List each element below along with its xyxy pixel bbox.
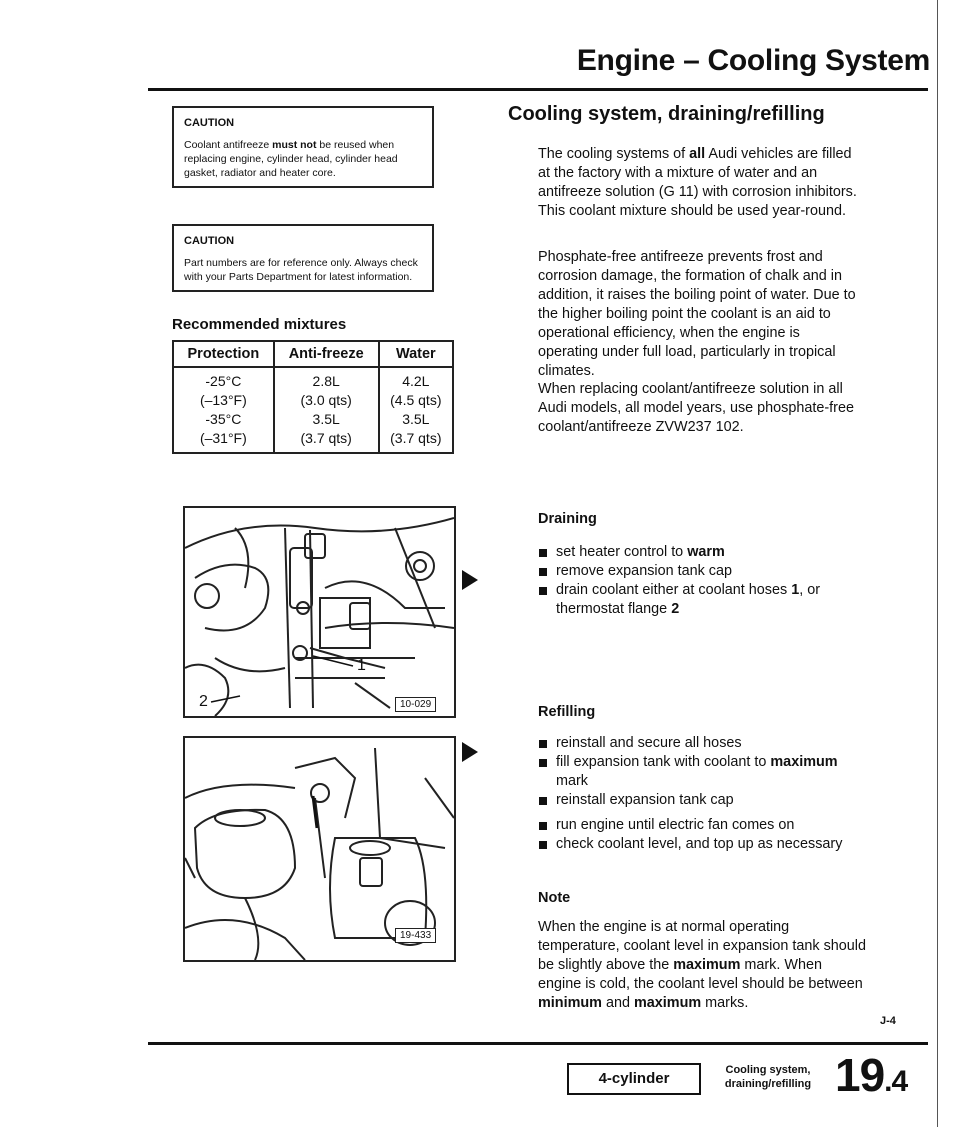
paragraph-replacement: When replacing coolant/antifreeze solution in all Audi models, all model years, use phosphate-free coolant/antifreeze ZVW237 102. — [538, 381, 854, 435]
mixtures-title: Recommended mixtures — [172, 316, 347, 333]
list-item: reinstall expansion tank cap — [538, 791, 868, 810]
tank-illustration — [185, 738, 454, 960]
pointer-arrow-icon — [462, 742, 478, 762]
expansion-tank-drawing — [183, 736, 456, 962]
list-item: check coolant level, and top up as necessary — [538, 835, 868, 854]
page-reference: J-4 — [880, 1015, 896, 1027]
figure-label: 10-029 — [395, 697, 436, 712]
pointer-arrow-icon — [462, 570, 478, 590]
section-number: 19.4 — [835, 1049, 908, 1101]
list-item: remove expansion tank cap — [538, 562, 868, 581]
col-antifreeze: Anti-freeze — [274, 341, 379, 367]
draining-steps — [538, 543, 868, 619]
water-cell: 4.2L (4.5 qts) 3.5L (3.7 qts) — [379, 367, 453, 453]
page-title: Engine – Cooling System — [576, 44, 930, 77]
caution-text: Coolant antifreeze must not be reused when replacing engine, cylinder head, cylinder head gasket, radiator and heater core. — [184, 139, 398, 179]
caution-box-antifreeze — [172, 106, 434, 188]
mixtures-table — [172, 340, 454, 454]
footer-rule — [148, 1042, 928, 1045]
refilling-steps — [538, 734, 868, 810]
run-engine-steps — [538, 816, 868, 854]
note-text: When the engine is at normal operating temperature, coolant level in expansion tank should be slightly above the maximum mark. When engine is cold, the coolant level should be between minimum and maximum marks. — [538, 919, 866, 1011]
footer-subtitle: Cooling system, draining/refilling — [724, 1064, 812, 1090]
callout-1: 1 — [357, 657, 366, 674]
paragraph-phosphate: Phosphate-free antifreeze prevents frost and corrosion damage, the formation of chalk and in addition, it raises the boiling point of water. Due to the higher boiling point the coolant is an aid to operational efficiency, when the engine is operating under full load, particularly in tropical climates. — [538, 249, 856, 379]
engine-illustration — [185, 508, 454, 716]
header-rule — [148, 88, 928, 91]
caution-heading: CAUTION — [184, 117, 235, 129]
col-water: Water — [379, 341, 453, 367]
engine-drawing-hoses — [183, 506, 456, 718]
protection-cell: -25°C (–13°F) -35°C (–31°F) — [173, 367, 274, 453]
list-item: run engine until electric fan comes on — [538, 816, 868, 835]
margin-line — [937, 0, 938, 1127]
paragraph-intro: The cooling systems of all Audi vehicles are filled at the factory with a mixture of water and an antifreeze solution (G 11) with corrosion inhibitors. This coolant mixture should be used year-round. — [538, 146, 857, 219]
list-item: reinstall and secure all hoses — [538, 734, 868, 753]
caution-heading: CAUTION — [184, 235, 235, 247]
list-item: drain coolant either at coolant hoses 1, or thermostat flange 2 — [538, 581, 868, 619]
refilling-heading: Refilling — [538, 704, 596, 720]
engine-variant-tab: 4-cylinder — [567, 1063, 701, 1095]
callout-2: 2 — [199, 693, 208, 710]
list-item: fill expansion tank with coolant to maximum mark — [538, 753, 868, 791]
caution-box-part-numbers — [172, 224, 434, 292]
caution-text: Part numbers are for reference only. Always check with your Parts Department for latest information. — [184, 257, 418, 283]
col-protection: Protection — [173, 341, 274, 367]
antifreeze-cell: 2.8L (3.0 qts) 3.5L (3.7 qts) — [274, 367, 379, 453]
section-heading: Cooling system, draining/refilling — [508, 103, 825, 125]
draining-heading: Draining — [538, 511, 597, 527]
note-heading: Note — [538, 890, 571, 906]
list-item: set heater control to warm — [538, 543, 868, 562]
figure-label: 19-433 — [395, 928, 436, 943]
